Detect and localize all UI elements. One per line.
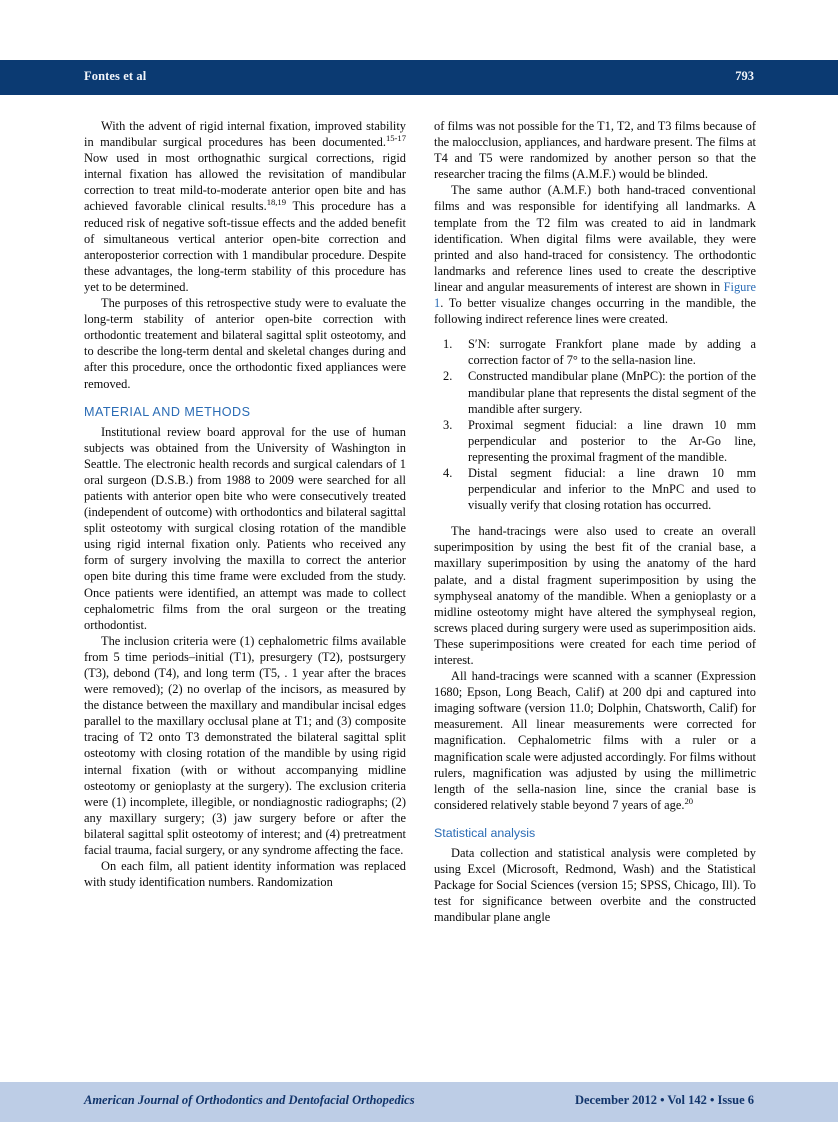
left-column-paragraphs-after-heading: [84, 424, 406, 891]
left-column: [84, 118, 406, 1048]
list-item-number: 4.: [443, 465, 453, 480]
running-head-author: Fontes et al: [84, 69, 147, 83]
list-item-text: Constructed mandibular plane (MnPC): the portion of the mandibular plane that represents the distal segment of the mandible after surgery.: [468, 369, 756, 416]
paragraph: The same author (A.M.F.) both hand-traced conventional films and was responsible for identifying all landmarks. A template from the T2 film was created to aid in landmark identification. When digital films were available, they were printed and also hand-traced for consistency. The orthodontic landmarks and reference lines used to create the descriptive linear and angular measurements of interest are shown in Figure 1. To better visualize changes occurring in the mandible, the following indirect reference lines were created.: [434, 183, 756, 327]
page-number: 793: [735, 69, 754, 83]
section-heading-material-and-methods: MATERIAL AND METHODS: [84, 404, 251, 419]
footer-issue-line: December 2012 • Vol 142 • Issue 6: [574, 1093, 754, 1107]
paragraph: The inclusion criteria were (1) cephalometric films available from 5 time periods–initial (T1), presurgery (T2), postsurgery (T3), debond (T4), and long term (T5, . 1 year after the braces were removed); (2) no overlap of the incisors, as measured by the distance between the maxillary and mandibular incisal edges parallel to the maxillary occlusal plane at T1; and (3) composite tracing of T2 onto T3 demonstrated the bilateral sagittal split osteotomy with closing rotation of the mandible by using rigid internal fixation (with or without accompanying midline osteotomy or genioplasty at the surgery). The exclusion criteria were (1) incomplete, illegible, or nondiagnostic radiographs; (2) any maxillary surgery; (3) jaw surgery before or after the bilateral sagittal split osteotomy of interest; and (4) pretreatment facial trauma, facial surgery, or any syndrome affecting the face.: [84, 633, 406, 858]
subsection-heading-statistical-analysis: Statistical analysis: [434, 825, 536, 840]
citation-reference[interactable]: 18,19: [266, 197, 287, 208]
list-item-text: Proximal segment fiducial: a line drawn 10 mm perpendicular and posterior to the Ar-Go line, representing the proximal fragment of the mandible.: [468, 417, 756, 464]
list-item-text: Distal segment fiducial: a line drawn 10 mm perpendicular and inferior to the MnPC and used to visually verify that closing rotation has occurred.: [468, 465, 756, 513]
citation-reference[interactable]: 20: [684, 795, 694, 806]
list-item-number: 2.: [443, 369, 453, 384]
right-column-paragraphs-before-list: [434, 118, 756, 327]
running-head-bar: [0, 60, 838, 95]
figure-cross-reference-link[interactable]: Figure 1: [434, 279, 756, 311]
paragraph: The purposes of this retrospective study were to evaluate the long-term stability of anterior open-bite correction with orthodontic treatement and bilateral sagittal split osteotomy, and to describe the long-term dental and skeletal changes during and after this procedure, once the orthodontic fixed appliances were removed.: [84, 296, 406, 391]
reference-lines-numbered-list: [434, 336, 756, 513]
list-item: [434, 465, 756, 513]
paragraph: Institutional review board approval for the use of human subjects was obtained from the University of Washington in Seattle. The electronic health records and surgical calendars of 1 oral surgeon (D.S.B.) from 1988 to 2009 were searched for all patients with anterior open bite who were consecutively treated (independent of outcome) with orthodontics and bilateral sagittal split osteotomy with surgical closing rotation of the mandible using rigid internal fixation only. Patients who received any form of surgery involving the maxilla to correct the anterior open bite during this time frame were excluded from the study. Once patients were identified, an attempt was made to collect cephalometric films from the oral surgeon or the treating orthodontist.: [84, 424, 406, 632]
right-column-paragraphs-after-subheading: [434, 845, 756, 925]
left-column-paragraphs: [84, 118, 406, 392]
footer-bar: [0, 1082, 838, 1122]
paragraph: Data collection and statistical analysis were completed by using Excel (Microsoft, Redmond, Wash) and the Statistical Package for Social Sciences (version 15; SPSS, Chicago, Ill). To test for significance between overbite and the constructed mandibular plane angle: [434, 845, 756, 925]
right-column: [434, 118, 756, 1048]
list-item: [434, 368, 756, 416]
footer-journal-name: American Journal of Orthodontics and Dentofacial Orthopedics: [84, 1093, 415, 1107]
paragraph: of films was not possible for the T1, T2, and T3 films because of the malocclusion, appliances, and hardware present. The films at T4 and T5 were randomized by another person so that the researcher tracing the films (A.M.F.) would be blinded.: [434, 119, 756, 182]
citation-reference[interactable]: 15-17: [385, 132, 406, 143]
list-spacer: [434, 513, 756, 523]
paragraph: With the advent of rigid internal fixation, improved stability in mandibular surgical procedures has been documented.$^{15-17}$ Now used in most orthognathic surgical corrections, rigid internal fixation has allowed the revisitation of mandibular correction to treat mild-to-moderate anterior open bite and has achieved favorable clinical results.$^{18,19}$ This procedure has a reduced risk of negative soft-tissue effects and the added benefit of simultaneous vertical anterior open-bite correction and anteroposterior correction with 1 mandibular procedure. Despite these advantages, the long-term stability of this procedure has yet to be determined.: [84, 119, 406, 294]
article-body: [84, 118, 756, 1048]
list-item-number: 1.: [443, 337, 453, 352]
list-item: [434, 336, 756, 368]
list-item-number: 3.: [443, 417, 453, 432]
paragraph: All hand-tracings were scanned with a scanner (Expression 1680; Epson, Long Beach, Calif) at 200 dpi and captured into imaging software (version 11.0; Dolphin, Chatsworth, Calif) for measurement. All linear measurements were corrected for magnification. Cephalometric films with a ruler or a magnification scale were adjusted accordingly. For films without rulers, magnification was adjusted by using the millimetric length of the sella-nasion line, since the cranial base is considered relatively stable beyond 7 years of age.$^{20}$: [434, 669, 756, 812]
list-item-text: S′N: surrogate Frankfort plane made by adding a correction factor of 7° to the sella-nasion line.: [468, 337, 756, 368]
paragraph: The hand-tracings were also used to create an overall superimposition by using the best fit of the cranial base, a maxillary superimposition by using the anatomy of the hard palate, and a distal fragment superimposition by using the symphyseal anatomy of the mandible. When a genioplasty or a midline osteotomy might have altered the symphyseal region, screws placed during surgery were used as superimposition aids. These superimpositions were created for each time period of interest.: [434, 524, 756, 667]
list-item: [434, 417, 756, 465]
paragraph: On each film, all patient identity information was replaced with study identification numbers. Randomization: [84, 859, 406, 890]
right-column-paragraphs-after-list: [434, 523, 756, 813]
